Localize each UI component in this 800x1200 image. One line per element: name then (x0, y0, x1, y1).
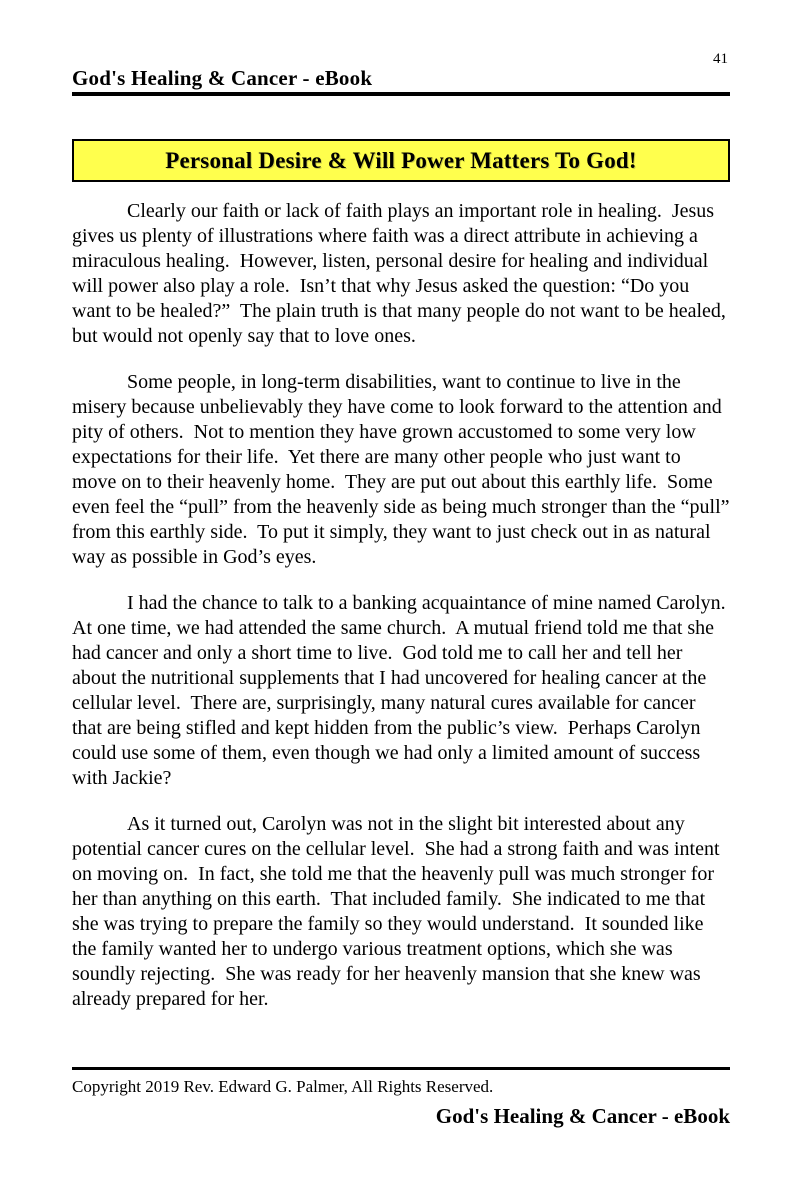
section-title: Personal Desire & Will Power Matters To God! (165, 147, 637, 173)
copyright-notice: Copyright 2019 Rev. Edward G. Palmer, All Rights Reserved. (72, 1077, 494, 1096)
header-rule (72, 92, 730, 96)
footer-rule (72, 1067, 730, 1070)
paragraph-4: As it turned out, Carolyn was not in the slight bit interested about any potential cancer cures on the cellular level. She had a strong faith and was intent on moving on. In fact, she told me that the heavenly pull was much stronger for her than anything on this earth. That included family. She indicated to me that she was trying to prepare the family so they would understand. It sounded like the family wanted her to undergo various treatment options, which she was soundly rejecting. She was ready for her heavenly mansion that she knew was already prepared for her. (72, 813, 725, 1010)
header-title: God's Healing & Cancer - eBook (72, 66, 373, 90)
page-number: 41 (713, 51, 728, 67)
paragraph-1: Clearly our faith or lack of faith plays an important role in healing. Jesus gives us plenty of illustrations where faith was a direct attribute in achieving a miraculous healing. However, listen, personal desire for healing and individual will power also play a role. Isn’t that why Jesus asked the question: “Do you want to be healed?” The plain truth is that many people do not want to be healed, but would not openly say that to love ones. (72, 200, 731, 347)
paragraph-3: I had the chance to talk to a banking acquaintance of mine named Carolyn. At one time, we had attended the same church. A mutual friend told me that she had cancer and only a short time to live. God told me to call her and tell her about the nutritional supplements that I had uncovered for healing cancer at the cellular level. There are, surprisingly, many natural cures available for cancer that are being stifled and kept hidden from the public’s view. Perhaps Carolyn could use some of them, even though we had only a limited amount of success with Jackie? (72, 592, 735, 789)
section-title-banner (72, 139, 730, 182)
body-text (72, 199, 735, 1033)
paragraph-2: Some people, in long-term disabilities, want to continue to live in the misery because unbelievably they have come to look forward to the attention and pity of others. Not to mention they have grown accustomed to some very low expectations for their life. Yet there are many other people who just want to move on to their heavenly home. They are put out about this earthly life. Some even feel the “pull” from the heavenly side as being much stronger than the “pull” from this earthly side. To put it simply, they want to just check out in as natural way as possible in God’s eyes. (72, 371, 735, 568)
footer-title: God's Healing & Cancer - eBook (435, 1104, 730, 1128)
